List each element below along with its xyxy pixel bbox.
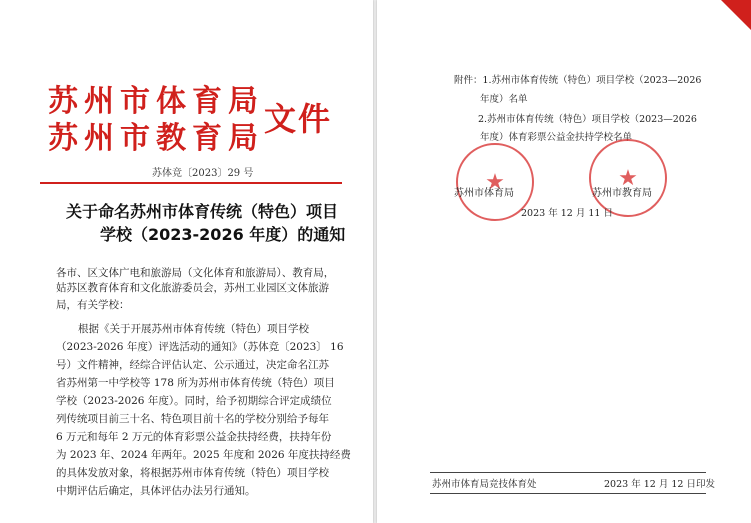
attachment-line: 年度）体育彩票公益金扶持学校名单 (480, 132, 633, 143)
header-divider (40, 182, 342, 184)
document-number: 苏体竞〔2023〕29 号 (152, 168, 254, 179)
issuer-line-2: 苏州市教育局 (48, 121, 264, 156)
notice-title-line-2: 学校（2023-2026 年度）的通知 (100, 225, 346, 244)
body-line: 根据《关于开展苏州市体育传统（特色）项目学校 (78, 323, 309, 335)
left-page (0, 0, 373, 523)
issuer-line-1: 苏州市体育局 (48, 84, 264, 119)
print-date: 2023 年 12 月 12 日印发 (604, 479, 715, 490)
svg-text:★: ★ (485, 170, 505, 195)
body-line: 姑苏区教育体育和文化旅游委员会，苏州工业园区文体旅游局，有关学校： (56, 282, 329, 311)
body-line: （2023-2026 年度）评选活动的通知》（苏体竞〔2023〕 16 (56, 341, 344, 353)
body-line: 中期评估后确定，具体评估办法另行通知。 (56, 485, 256, 497)
body-line: 号）文件精神，经综合评估认定、公示通过，决定命名江苏 (56, 359, 329, 371)
body-line: 的具体发放对象，将根据苏州市体育传统（特色）项目学校 (56, 467, 329, 479)
body-line: 学校（2023-2026 年度）。同时，给予初期综合评定成绩位 (56, 395, 332, 407)
document-label: 文件 (264, 100, 333, 138)
signature-right: 苏州市教育局 (592, 188, 652, 199)
issuing-office: 苏州市体育局竞技体育处 (432, 479, 537, 490)
body-line: 6 万元和每年 2 万元的体育彩票公益金扶持经费，扶持年份 (56, 431, 332, 443)
svg-text:★: ★ (618, 166, 638, 191)
page-corner-mark (721, 0, 751, 30)
notice-title-line-1: 关于命名苏州市体育传统（特色）项目 (66, 202, 339, 221)
attachment-line: 2.苏州市体育传统（特色）项目学校（2023—2026 (478, 114, 697, 125)
attachment-line: 年度）名单 (480, 94, 528, 105)
body-line: 列传统项目前三十名、特色项目前十名的学校分别给予每年 (56, 413, 329, 425)
body-line: 省苏州第一中学校等 178 所为苏州市体育传统（特色）项目 (56, 377, 335, 389)
signature-left: 苏州市体育局 (454, 188, 514, 199)
signing-date: 2023 年 12 月 11 日 (521, 208, 613, 219)
body-line: 各市、区文体广电和旅游局（文化体育和旅游局）、教育局， (56, 267, 335, 279)
body-line: 为 2023 年、2024 年两年。2025 年度和 2026 年度扶持经费 (56, 449, 351, 461)
footer-top-rule (430, 472, 706, 473)
attachment-line: 附件：1.苏州市体育传统（特色）项目学校（2023—2026 (454, 75, 702, 86)
footer-bottom-rule (430, 493, 706, 494)
